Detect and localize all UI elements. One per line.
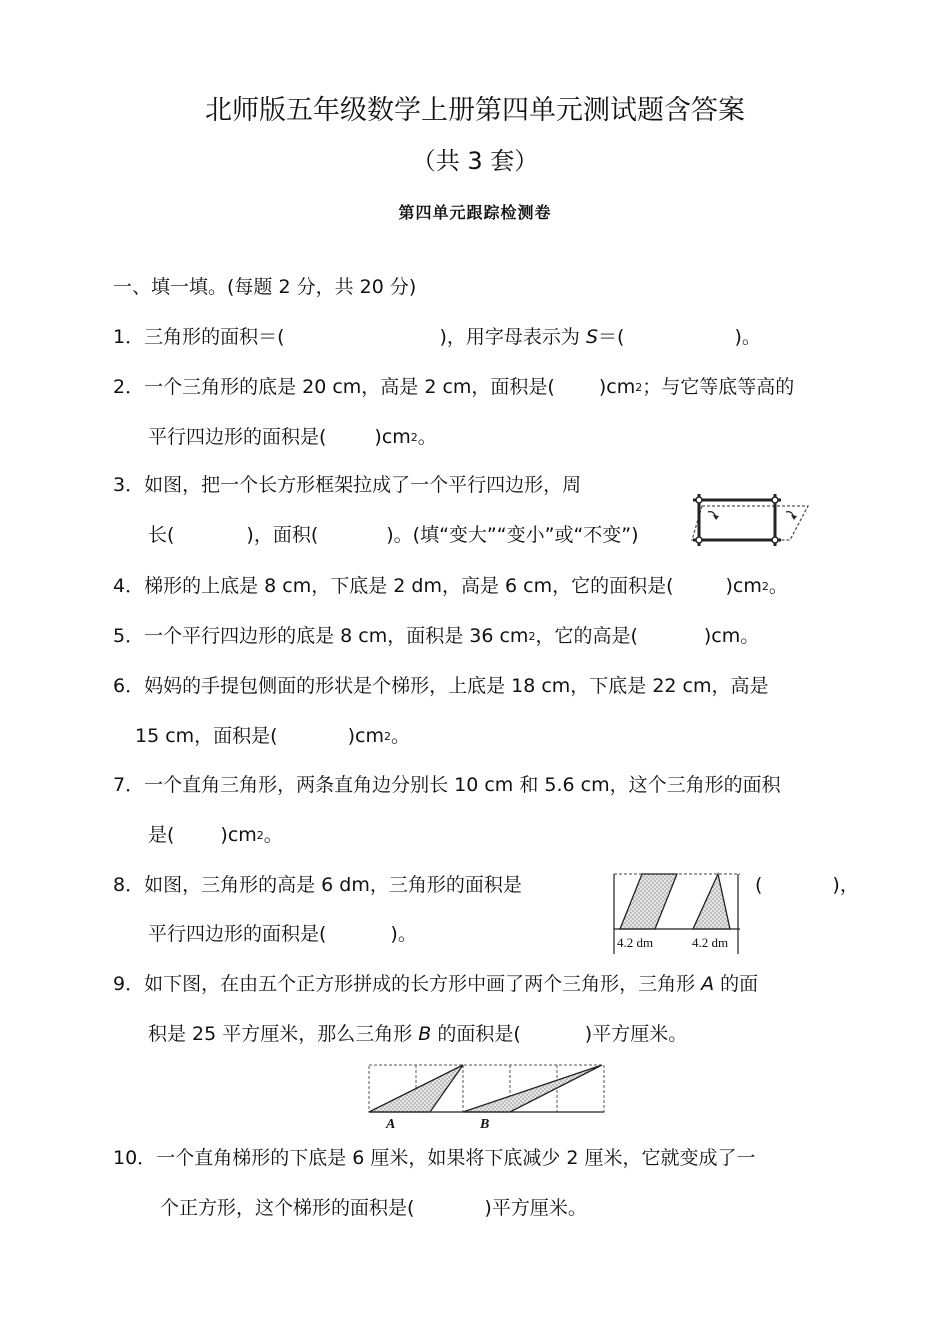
- q7-end: 。: [263, 824, 283, 846]
- fig-label-base-2: 4.2 dm: [692, 935, 729, 950]
- question-number: 7．: [113, 774, 145, 796]
- q4-text: 梯形的上底是 8 cm，下底是 2 dm，高是 6 cm，它的面积是(: [144, 575, 674, 597]
- q9-line1-a: 如下图，在由五个正方形拼成的长方形中画了两个三角形，三角形: [144, 973, 702, 995]
- question-2-line2: [148, 425, 437, 450]
- q8-line2: 平行四边形的面积是(: [148, 923, 327, 945]
- frame-to-parallelogram-figure: [690, 490, 815, 548]
- superscript-2: 2: [383, 730, 391, 743]
- q2-unit: )cm: [374, 426, 411, 448]
- question-5: [113, 624, 759, 649]
- question-10-line2: [160, 1196, 587, 1220]
- q8-paren-close: )，: [832, 874, 859, 896]
- section-title: 第四单元跟踪检测卷: [398, 203, 552, 222]
- q1-text-c: ＝(: [598, 326, 625, 348]
- superscript-2: 2: [761, 580, 769, 593]
- question-number: 3．: [113, 474, 145, 496]
- question-number: 5．: [113, 625, 145, 647]
- five-squares-triangles-figure: [362, 1062, 610, 1134]
- question-number: 1．: [113, 326, 145, 348]
- q5-text-c: )cm。: [703, 625, 760, 647]
- q7-line1: 一个直角三角形，两条直角边分别长 10 cm 和 5.6 cm，这个三角形的面积: [144, 774, 781, 796]
- q8-line1: 如图，三角形的高是 6 dm，三角形的面积是: [144, 874, 522, 896]
- q8-paren-open: (: [755, 874, 763, 896]
- q2-line2: 平行四边形的面积是(: [148, 426, 327, 448]
- question-8-line2: [148, 922, 417, 946]
- question-number: 6．: [113, 675, 145, 697]
- q6-unit: )cm: [347, 725, 384, 747]
- variable-s: S: [585, 326, 599, 348]
- q9-line1-b: 的面: [714, 973, 759, 995]
- question-2: [113, 375, 794, 400]
- q1-text-a: 三角形的面积＝(: [144, 326, 285, 348]
- question-1: [113, 325, 761, 349]
- q10-line2: 个正方形，这个梯形的面积是(: [160, 1197, 415, 1219]
- question-7-line2: [148, 823, 283, 848]
- q3-line2-a: 长(: [148, 524, 175, 546]
- question-number: 4．: [113, 575, 145, 597]
- q4-unit: )cm: [725, 575, 762, 597]
- q8-line2-end: )。: [390, 923, 417, 945]
- q9-line2-c: )平方厘米。: [584, 1023, 688, 1045]
- question-9-line2: [148, 1022, 687, 1046]
- q2-line2-end: 。: [417, 426, 437, 448]
- question-10: [113, 1146, 756, 1170]
- fig-label-b: B: [480, 1117, 490, 1132]
- q6-end: 。: [390, 725, 410, 747]
- q3-line2-b: )，面积(: [246, 524, 319, 546]
- question-7: [113, 773, 781, 797]
- question-8: [113, 873, 522, 897]
- question-number: 9．: [113, 973, 145, 995]
- variable-b: B: [418, 1023, 432, 1045]
- superscript-2: 2: [528, 630, 536, 643]
- question-number: 8．: [113, 874, 145, 896]
- superscript-2: 2: [256, 829, 264, 842]
- q9-line2-b: 的面积是(: [431, 1023, 521, 1045]
- part-heading: 一、填一填。(每题 2 分，共 20 分): [113, 276, 417, 298]
- q7-unit: )cm: [220, 824, 257, 846]
- question-3-line2: [148, 523, 639, 547]
- q5-text-b: ，它的高是(: [535, 625, 638, 647]
- question-8-answer: [755, 873, 859, 897]
- question-6: [113, 674, 769, 698]
- q1-text-d: )。: [734, 326, 761, 348]
- question-4: [113, 574, 788, 599]
- question-9: [113, 972, 758, 996]
- q6-line2: 15 cm，面积是(: [135, 725, 278, 747]
- document-title: 北师版五年级数学上册第四单元测试题含答案: [205, 95, 745, 126]
- q2-line1: 一个三角形的底是 20 cm，高是 2 cm，面积是(: [144, 376, 555, 398]
- q3-line2-c: )。(填“变大”“变小”或“不变”): [386, 524, 639, 546]
- fig-label-a: A: [386, 1117, 396, 1132]
- question-number: 2．: [113, 376, 145, 398]
- superscript-2: 2: [410, 431, 418, 444]
- q9-line2-a: 积是 25 平方厘米，那么三角形: [148, 1023, 419, 1045]
- fig-label-base-1: 4.2 dm: [617, 935, 654, 950]
- q2-line1-end: ；与它等底等高的: [642, 376, 795, 398]
- q7-line2: 是(: [148, 824, 175, 846]
- variable-a: A: [701, 973, 715, 995]
- question-number: 10．: [113, 1147, 157, 1169]
- question-3: [113, 473, 581, 497]
- q1-text-b: )，用字母表示为: [439, 326, 586, 348]
- superscript-2: 2: [635, 381, 643, 394]
- q4-end: 。: [768, 575, 788, 597]
- q5-text: 一个平行四边形的底是 8 cm，面积是 36 cm: [144, 625, 529, 647]
- document-subtitle: （共 3 套）: [411, 147, 539, 175]
- question-6-line2: [135, 724, 410, 749]
- q2-unit: )cm: [598, 376, 636, 398]
- parallelogram-triangle-figure: [610, 868, 745, 956]
- q10-line1: 一个直角梯形的下底是 6 厘米，如果将下底减少 2 厘米，它就变成了一: [156, 1147, 756, 1169]
- q3-line1: 如图，把一个长方形框架拉成了一个平行四边形，周: [144, 474, 582, 496]
- q10-line2-end: )平方厘米。: [484, 1197, 587, 1219]
- q6-line1: 妈妈的手提包侧面的形状是个梯形，上底是 18 cm，下底是 22 cm，高是: [144, 675, 769, 697]
